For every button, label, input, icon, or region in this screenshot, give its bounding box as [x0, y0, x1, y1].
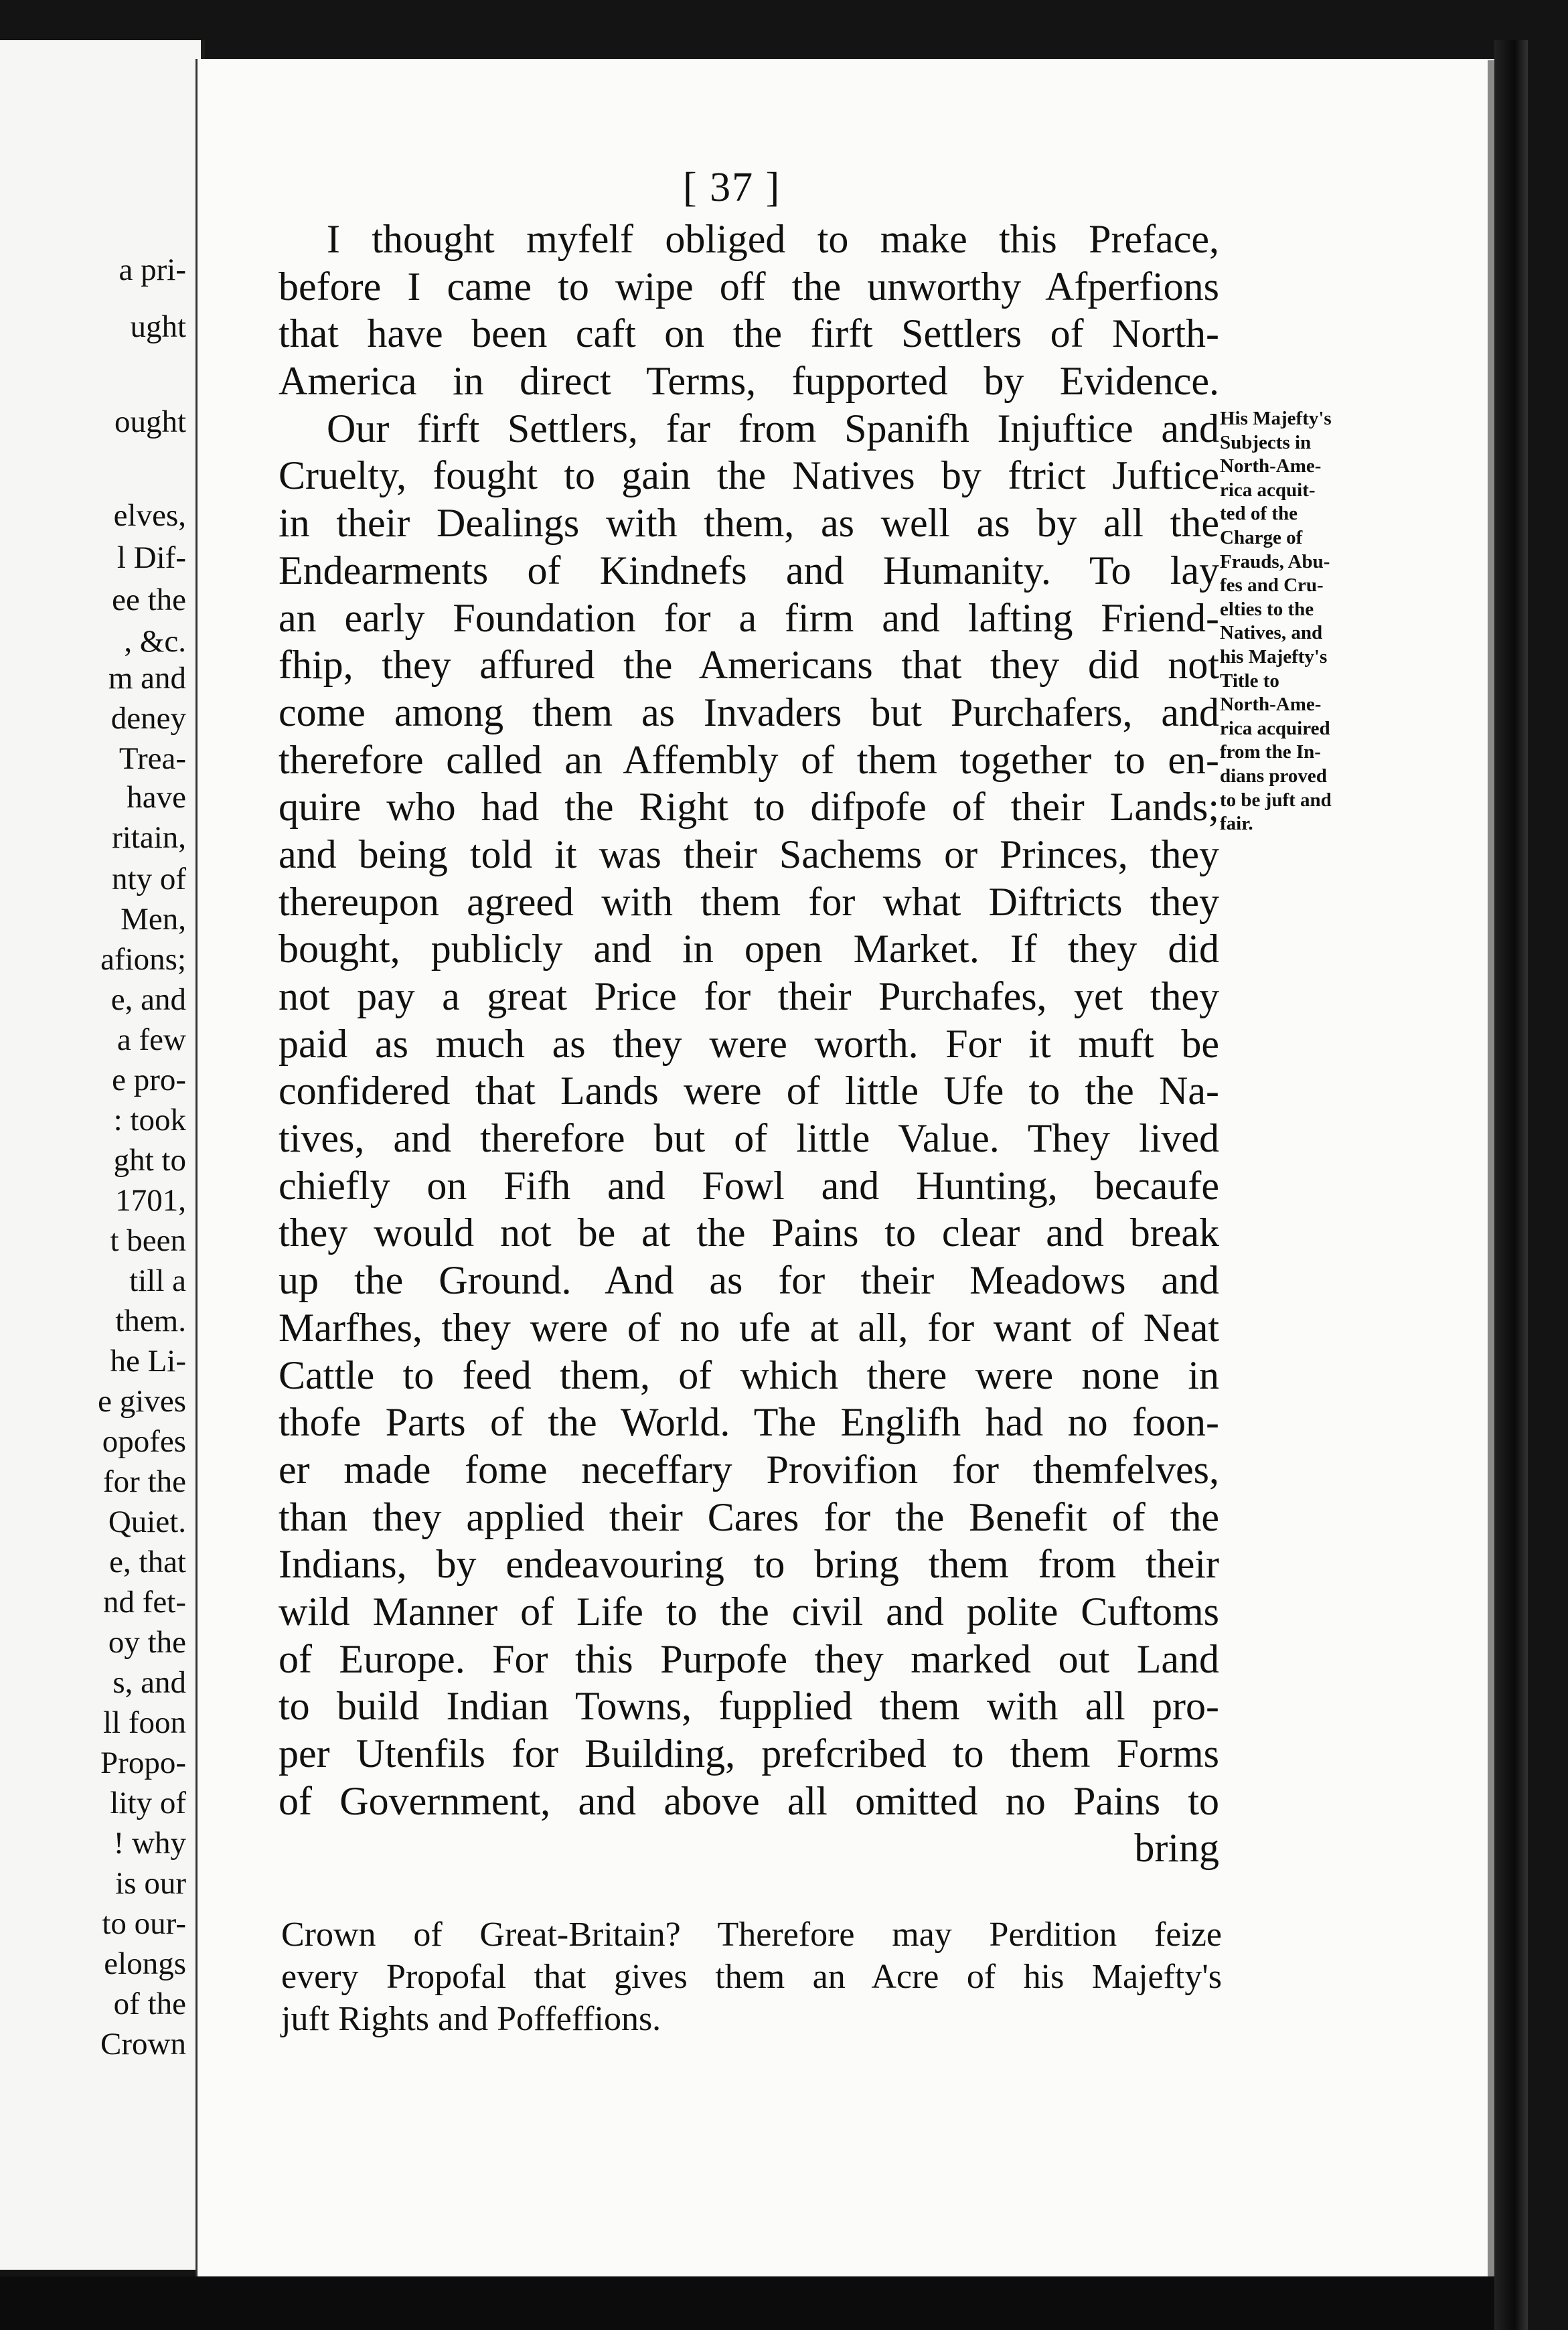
facing-page-line: e gives — [98, 1384, 186, 1419]
facing-page-line: Quiet. — [108, 1504, 186, 1539]
body-line: Cruelty, fought to gain the Natives by ftrict Juftice — [279, 453, 1219, 498]
facing-page-line: ! why — [113, 1826, 186, 1861]
facing-page-line: nty of — [112, 862, 186, 897]
facing-page-line: ought — [114, 404, 186, 439]
facing-page-line: ght to — [113, 1143, 186, 1178]
facing-page-line: oy the — [108, 1625, 186, 1660]
page-number: [ 37 ] — [683, 165, 781, 210]
body-line: before I came to wipe off the unworthy Afperfions — [279, 264, 1219, 309]
facing-page-line: 1701, — [115, 1183, 186, 1218]
body-line: fhip, they affured the Americans that they did not — [279, 643, 1219, 688]
facing-page-line: lity of — [110, 1786, 186, 1820]
body-line: in their Dealings with them, as well as by all the — [279, 501, 1219, 546]
facing-page-line: nd fet- — [103, 1585, 186, 1620]
margin-note-line: Frauds, Abu- — [1220, 550, 1330, 572]
facing-page-line: elves, — [113, 498, 186, 533]
body-line: than they applied their Cares for the Benefit of the — [279, 1494, 1219, 1539]
body-line: per Utenfils for Building, prefcribed to them Forms — [279, 1731, 1219, 1776]
facing-page-line: for the — [103, 1464, 186, 1499]
facing-page-line: elongs — [104, 1946, 186, 1981]
margin-note-line: from the In- — [1220, 741, 1321, 763]
margin-note-line: rica acquired — [1220, 717, 1330, 739]
facing-page-line: to our- — [102, 1906, 186, 1941]
body-line: Marfhes, they were of no ufe at all, for want of Neat — [279, 1305, 1219, 1350]
facing-page-line: e, that — [109, 1545, 186, 1579]
facing-page-line: a pri- — [119, 252, 186, 287]
body-line: confidered that Lands were of little Ufe to the Na- — [279, 1069, 1219, 1113]
footnote — [281, 1914, 1222, 2040]
facing-page-line: he Li- — [110, 1344, 186, 1379]
body-line: up the Ground. And as for their Meadows and — [279, 1258, 1219, 1303]
footnote-line: juft Rights and Poffeffions. — [281, 2000, 661, 2038]
facing-page-line: Men, — [121, 902, 186, 937]
margin-note-line: to be juft and — [1220, 789, 1332, 811]
facing-page-line: e, and — [110, 982, 186, 1017]
scan-border — [0, 2276, 1494, 2330]
facing-page-line: : took — [113, 1103, 186, 1138]
body-line: Cattle to feed them, of which there were none in — [279, 1352, 1219, 1397]
margin-note-line: North-Ame- — [1220, 455, 1322, 477]
facing-page-line: ritain, — [112, 820, 186, 855]
body-line: an early Foundation for a firm and lafting Friend- — [279, 595, 1219, 640]
margin-note-line: fes and Cru- — [1220, 574, 1324, 597]
facing-page-line: them. — [115, 1304, 186, 1338]
facing-page-line: s, and — [112, 1665, 186, 1700]
facing-page-line: Trea- — [119, 741, 186, 776]
body-line: thereupon agreed with them for what Diftricts they — [279, 879, 1219, 924]
body-line: quire who had the Right to difpofe of their Lands; — [279, 785, 1219, 830]
margin-note-line: his Majefty's — [1220, 645, 1328, 668]
body-line: Indians, by endeavouring to bring them from their — [279, 1542, 1219, 1587]
catchword: bring — [1134, 1826, 1219, 1871]
body-line: Endearments of Kindnefs and Humanity. To lay — [279, 548, 1219, 593]
facing-page-line: of the — [113, 1987, 186, 2021]
facing-page-line: deney — [110, 701, 186, 736]
margin-note-line: Title to — [1220, 670, 1279, 692]
margin-note — [1220, 407, 1374, 836]
facing-page-line: Propo- — [100, 1745, 186, 1780]
book-gutter — [1494, 40, 1528, 2330]
body-line: and being told it was their Sachems or Princes, they — [279, 832, 1219, 876]
facing-page-line: a few — [116, 1022, 186, 1057]
facing-page-line: Crown — [100, 2027, 186, 2062]
body-line: tives, and therefore but of little Value. They lived — [279, 1116, 1219, 1161]
body-line: to build Indian Towns, fupplied them with all pro- — [279, 1684, 1219, 1729]
facing-page-line: e pro- — [112, 1063, 186, 1097]
body-line: thofe Parts of the World. The Englifh had no foon- — [279, 1400, 1219, 1445]
body-line: er made fome neceffary Provifion for themfelves, — [279, 1447, 1219, 1492]
margin-note-line: Natives, and — [1220, 622, 1323, 644]
facing-page-fragment — [0, 40, 205, 2270]
footnote-line: Crown of Great-Britain? Therefore may Perdition feize — [281, 1916, 1222, 1954]
facing-page-line: ll foon — [102, 1705, 186, 1740]
body-line: that have been caft on the firft Settlers of North- — [279, 311, 1219, 356]
facing-page-line: l Dif- — [116, 540, 186, 575]
body-line: bought, publicly and in open Market. If they did — [279, 927, 1219, 972]
facing-page-line: till a — [129, 1263, 186, 1298]
body-line: chiefly on Fifh and Fowl and Hunting, becaufe — [279, 1163, 1219, 1208]
margin-note-line: rica acquit- — [1220, 479, 1316, 501]
facing-page-line: afions; — [100, 942, 186, 977]
body-line: they would not be at the Pains to clear and break — [279, 1211, 1219, 1255]
body-text — [279, 216, 1219, 1872]
facing-page-line: , &c. — [124, 624, 186, 659]
body-line: of Government, and above all omitted no Pains to — [279, 1778, 1219, 1823]
facing-page-line: ee the — [112, 582, 186, 617]
body-line: not pay a great Price for their Purchafes, yet they — [279, 974, 1219, 1018]
body-line: I thought myfelf obliged to make this Preface, — [327, 217, 1219, 261]
body-line: wild Manner of Life to the civil and polite Cuftoms — [279, 1589, 1219, 1634]
margin-note-line: ted of the — [1220, 503, 1298, 525]
body-line: America in direct Terms, fupported by Evidence. — [279, 359, 1219, 404]
body-line: come among them as Invaders but Purchafers, and — [279, 690, 1219, 734]
body-line: therefore called an Affembly of them together to en- — [279, 737, 1219, 782]
margin-note-line: North-Ame- — [1220, 694, 1322, 716]
body-line: of Europe. For this Purpofe they marked out Land — [279, 1636, 1219, 1681]
facing-page-line: ught — [130, 309, 186, 344]
margin-note-line: fair. — [1220, 813, 1253, 835]
facing-page-line: t been — [110, 1223, 186, 1258]
body-line: paid as much as they were worth. For it muft be — [279, 1021, 1219, 1066]
margin-note-line: Charge of — [1220, 526, 1303, 548]
facing-page-line: m and — [108, 661, 186, 696]
footnote-line: every Propofal that gives them an Acre of his Majefty's — [281, 1958, 1222, 1996]
margin-note-line: Subjects in — [1220, 431, 1312, 453]
margin-note-line: dians proved — [1220, 765, 1327, 787]
facing-page-line: opofes — [102, 1424, 186, 1459]
margin-note-line: elties to the — [1220, 598, 1314, 620]
body-line: Our firft Settlers, far from Spanifh Injuftice and — [327, 406, 1219, 451]
facing-page-line: have — [127, 780, 186, 815]
margin-note-line: His Majefty's — [1220, 408, 1332, 429]
facing-page-line: is our — [115, 1866, 186, 1901]
